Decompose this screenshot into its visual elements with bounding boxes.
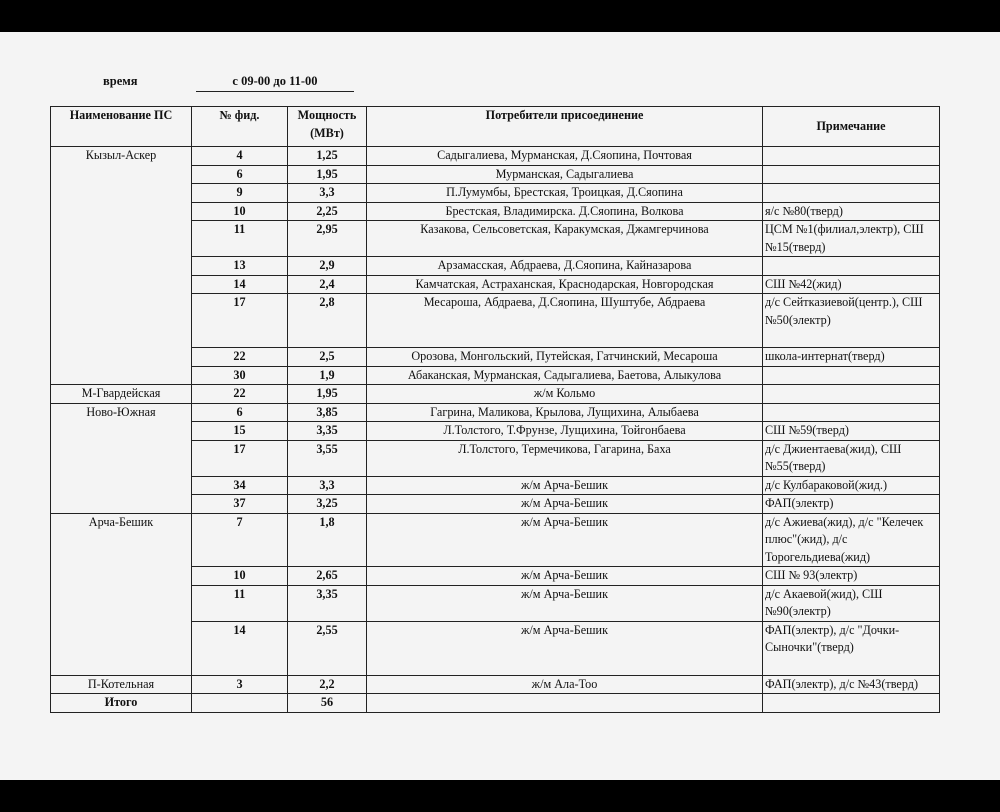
total-row (51, 694, 940, 713)
note-cell: ФАП(электр), д/с "Дочки-Сыночки"(тверд) (763, 621, 940, 675)
power-value: 2,4 (288, 275, 367, 294)
consumers-cell: Л.Толстого, Термечикова, Гагарина, Баха (367, 440, 763, 476)
header-power: Мощность (МВт) (288, 107, 367, 147)
power-value: 2,95 (288, 221, 367, 257)
feeder-number: 14 (192, 621, 288, 675)
note-cell: СШ №42(жид) (763, 275, 940, 294)
consumers-cell: П.Лумумбы, Брестская, Троицкая, Д.Сяопина (367, 184, 763, 203)
feeder-number: 34 (192, 476, 288, 495)
table-row (51, 147, 940, 166)
consumers-cell: Орозова, Монгольский, Путейская, Гатчинский, Месароша (367, 348, 763, 367)
consumers-cell: Казакова, Сельсоветская, Каракумская, Джамгерчинова (367, 221, 763, 257)
power-value: 1,8 (288, 513, 367, 567)
note-cell: д/с Джиентаева(жид), СШ №55(тверд) (763, 440, 940, 476)
feeder-number: 10 (192, 202, 288, 221)
feeder-number: 15 (192, 422, 288, 441)
header-consumers: Потребители присоединение (367, 107, 763, 147)
table-row (51, 403, 940, 422)
consumers-cell: Мурманская, Садыгалиева (367, 165, 763, 184)
table-body (51, 147, 940, 694)
note-cell: СШ №59(тверд) (763, 422, 940, 441)
feeder-number: 11 (192, 585, 288, 621)
consumers-cell: Камчатская, Астраханская, Краснодарская, Новгородская (367, 275, 763, 294)
power-value: 2,2 (288, 675, 367, 694)
power-value: 1,95 (288, 385, 367, 404)
total-power: 56 (288, 694, 367, 713)
note-cell: д/с Акаевой(жид), СШ №90(электр) (763, 585, 940, 621)
note-cell: д/с Сейтказиевой(центр.), СШ №50(электр) (763, 294, 940, 348)
feeder-number: 11 (192, 221, 288, 257)
feeder-number: 17 (192, 440, 288, 476)
substation-name: Ново-Южная (51, 403, 192, 513)
power-value: 2,9 (288, 257, 367, 276)
table-row (51, 513, 940, 567)
time-row (0, 74, 1000, 94)
substation-name: Арча-Бешик (51, 513, 192, 675)
power-value: 3,35 (288, 585, 367, 621)
substation-name: П-Котельная (51, 675, 192, 694)
header-substation: Наименование ПС (51, 107, 192, 147)
time-value: с 09-00 до 11-00 (196, 74, 354, 92)
note-cell (763, 165, 940, 184)
note-cell: я/с №80(тверд) (763, 202, 940, 221)
power-value: 2,5 (288, 348, 367, 367)
consumers-cell: ж/м Арча-Бешик (367, 495, 763, 514)
power-value: 1,9 (288, 366, 367, 385)
consumers-cell: ж/м Ала-Тоо (367, 675, 763, 694)
note-cell: школа-интернат(тверд) (763, 348, 940, 367)
power-value: 2,55 (288, 621, 367, 675)
note-cell (763, 257, 940, 276)
note-cell: ЦСМ №1(филиал,электр), СШ №15(тверд) (763, 221, 940, 257)
feeder-number: 4 (192, 147, 288, 166)
note-cell: д/с Ажиева(жид), д/с "Келечек плюс"(жид), д/с Торогельдиева(жид) (763, 513, 940, 567)
substation-name: М-Гвардейская (51, 385, 192, 404)
consumers-cell: ж/м Арча-Бешик (367, 513, 763, 567)
consumers-cell: Гагрина, Маликова, Крылова, Лущихина, Алыбаева (367, 403, 763, 422)
feeder-number: 22 (192, 385, 288, 404)
feeder-number: 6 (192, 165, 288, 184)
feeder-number: 6 (192, 403, 288, 422)
header-feeder: № фид. (192, 107, 288, 147)
note-cell (763, 147, 940, 166)
note-cell: ФАП(электр) (763, 495, 940, 514)
power-value: 2,25 (288, 202, 367, 221)
consumers-cell: ж/м Арча-Бешик (367, 621, 763, 675)
note-cell (763, 385, 940, 404)
table-row (51, 385, 940, 404)
feeder-number: 37 (192, 495, 288, 514)
consumers-cell: Садыгалиева, Мурманская, Д.Сяопина, Почтовая (367, 147, 763, 166)
feeder-number: 13 (192, 257, 288, 276)
consumers-cell: Арзамасская, Абдраева, Д.Сяопина, Кайназарова (367, 257, 763, 276)
note-cell (763, 403, 940, 422)
power-value: 1,95 (288, 165, 367, 184)
feeder-number: 9 (192, 184, 288, 203)
feeder-number: 30 (192, 366, 288, 385)
consumers-cell: Брестская, Владимирска. Д.Сяопина, Волкова (367, 202, 763, 221)
power-value: 3,85 (288, 403, 367, 422)
total-label: Итого (51, 694, 192, 713)
consumers-cell: Месароша, Абдраева, Д.Сяопина, Шуштубе, Абдраева (367, 294, 763, 348)
note-cell (763, 184, 940, 203)
power-value: 1,25 (288, 147, 367, 166)
feeder-number: 10 (192, 567, 288, 586)
consumers-cell: Л.Толстого, Т.Фрунзе, Лущихина, Тойгонбаева (367, 422, 763, 441)
table-header-row (51, 107, 940, 147)
feeder-number: 17 (192, 294, 288, 348)
total-consumers-cell (367, 694, 763, 713)
document-page (0, 32, 1000, 780)
note-cell: СШ № 93(электр) (763, 567, 940, 586)
feeder-number: 3 (192, 675, 288, 694)
consumers-cell: ж/м Кольмо (367, 385, 763, 404)
outage-table (50, 106, 940, 713)
power-value: 2,65 (288, 567, 367, 586)
substation-name: Кызыл-Аскер (51, 147, 192, 385)
feeder-number: 22 (192, 348, 288, 367)
header-note: Примечание (763, 107, 940, 147)
total-note-cell (763, 694, 940, 713)
power-value: 3,25 (288, 495, 367, 514)
note-cell: ФАП(электр), д/с №43(тверд) (763, 675, 940, 694)
power-value: 3,35 (288, 422, 367, 441)
feeder-number: 14 (192, 275, 288, 294)
note-cell: д/с Кулбараковой(жид.) (763, 476, 940, 495)
consumers-cell: ж/м Арча-Бешик (367, 567, 763, 586)
consumers-cell: ж/м Арча-Бешик (367, 585, 763, 621)
power-value: 3,3 (288, 184, 367, 203)
consumers-cell: ж/м Арча-Бешик (367, 476, 763, 495)
note-cell (763, 366, 940, 385)
feeder-number: 7 (192, 513, 288, 567)
time-label: время (103, 74, 138, 88)
total-feeder-cell (192, 694, 288, 713)
power-value: 3,3 (288, 476, 367, 495)
table-row (51, 675, 940, 694)
power-value: 3,55 (288, 440, 367, 476)
power-value: 2,8 (288, 294, 367, 348)
consumers-cell: Абаканская, Мурманская, Садыгалиева, Баетова, Алыкулова (367, 366, 763, 385)
